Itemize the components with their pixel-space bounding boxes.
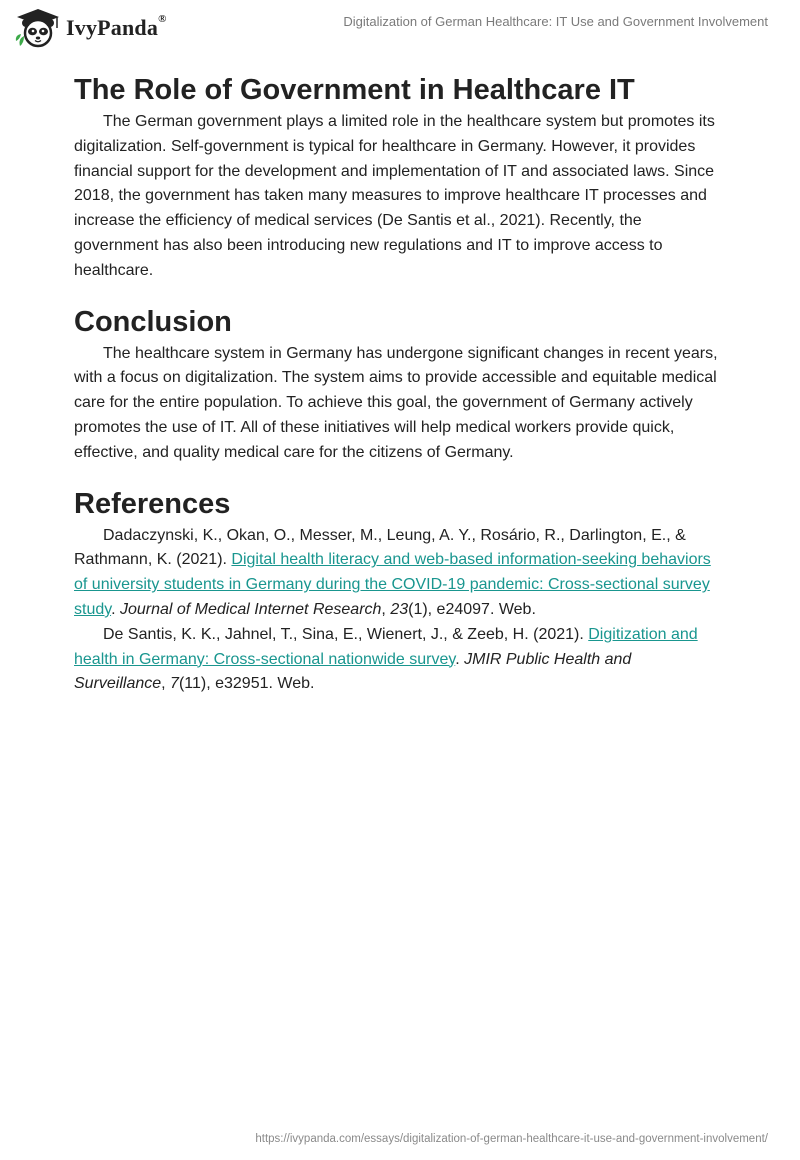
reference-punct: .: [111, 600, 120, 618]
reference-issue-pages: (11), e32951. Web.: [178, 675, 315, 693]
paragraph-conclusion: The healthcare system in Germany has undergone significant changes in recent years, with a focus on digitalization. The system aims to provide accessible and equitable medical care for the entire population. To achieve this goal, the government of Germany actively promotes the use of IT. All of these initiatives will help medical workers provide quick, effective, and quality medical care for the citizens of Germany.: [74, 344, 718, 461]
source-url: https://ivypanda.com/essays/digitalization-of-german-healthcare-it-use-and-government-involvement/: [255, 1133, 768, 1145]
reference-volume: 23: [390, 600, 409, 618]
reference-entry: [74, 623, 724, 697]
reference-separator: ,: [161, 675, 171, 693]
reference-authors: De Santis, K. K., Jahnel, T., Sina, E., Wienert, J., & Zeeb, H. (2021).: [103, 625, 589, 643]
reference-journal: Journal of Medical Internet Research: [119, 600, 382, 618]
heading-references: References: [74, 487, 231, 520]
heading-conclusion: Conclusion: [74, 305, 232, 338]
page-header: [0, 0, 800, 60]
reference-punct: .: [455, 650, 465, 668]
document-title: Digitalization of German Healthcare: IT Use and Government Involvement: [343, 14, 768, 29]
reference-link[interactable]: Digitization and health in Germany: Cross-sectional nationwide survey: [74, 625, 698, 668]
reference-entry: [74, 524, 724, 623]
reference-journal: JMIR Public Health and Surveillance: [74, 650, 632, 693]
heading-role-of-government: The Role of Government in Healthcare IT: [74, 74, 635, 106]
reference-link[interactable]: Digital health literacy and web-based information-seeking behaviors of university students in Germany during the COVID-19 pandemic: Cross-sectional survey study: [74, 551, 711, 618]
panda-logo-icon: [14, 8, 62, 48]
paragraph-role-of-government: The German government plays a limited role in the healthcare system but promotes its digitalization. Self-government is typical for healthcare in Germany. However, it provides financial support for the development and implementation of IT and associated laws. Since 2018, the government has taken many measures to improve healthcare IT processes and increase the efficiency of medical services (De Santis et al., 2021). Recently, the government has also been introducing new regulations and IT to improve access to healthcare.: [74, 113, 715, 279]
reference-authors: Dadaczynski, K., Okan, O., Messer, M., Leung, A. Y., Rosário, R., Darlington, E., & Rathmann, K. (2021).: [74, 526, 686, 569]
reference-separator: ,: [381, 600, 391, 618]
brand-name: IvyPanda®: [66, 13, 167, 40]
brand-logo[interactable]: [14, 8, 167, 48]
reference-volume: 7: [170, 675, 179, 693]
reference-issue-pages: (1), e24097. Web.: [408, 600, 536, 618]
article-content: [74, 70, 724, 697]
registered-mark: ®: [158, 13, 167, 25]
